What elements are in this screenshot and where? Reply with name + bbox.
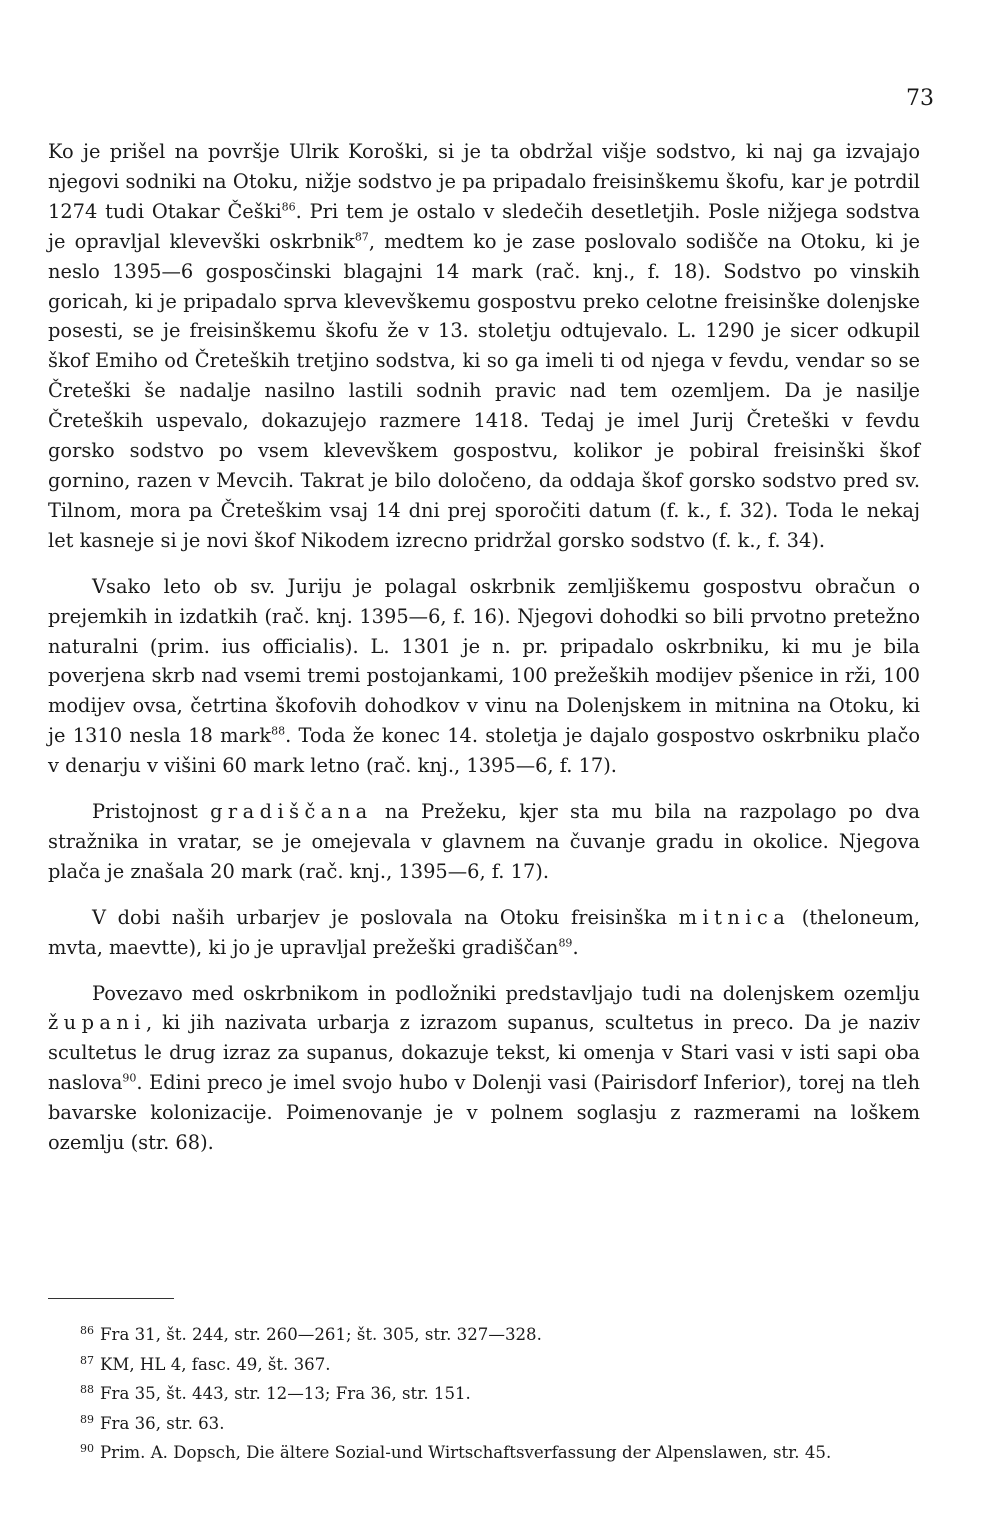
paragraph-text: (theloneum, mvta, maevtte), ki jo je upravljal prežeški gradiščan (48, 905, 920, 959)
footnote-ref-86[interactable]: 86 (281, 200, 296, 214)
paragraph-5 (48, 979, 920, 1158)
footnote-text: Fra 36, str. 63. (100, 1413, 225, 1433)
footnote-ref-89[interactable]: 89 (558, 936, 573, 950)
paragraph-text: , medtem ko je zase poslovalo sodišče na Otoku, ki je neslo 1395—6 gosposčinski blagajni 14 mark (rač. knj., f. 18). Sodstvo po vinskih goricah, ki je pripadalo sprva klevevškemu gospostvu preko celotne freisinške dolenjske posesti, se je freisinškemu škofu že v 13. stoletju odtujevalo. L. 1290 je sicer odkupil škof Emiho od Čreteških tretjino sodstva, ki so ga imeli ti od njega v fevdu, vendar so se Čreteški še nadalje nasilno lastili sodnih pravic nad tem ozemljem. Da je nasilje Čreteških uspevalo, dokazujejo razmere 1418. Tedaj je imel Jurij Čreteški v fevdu gorsko sodstvo po vsem klevevškem gospostvu, kolikor je pobiral freisinški škof gornino, razen v Mevcih. Takrat je bilo določeno, da oddaja škof gorsko sodstvo pred sv. Tilnom, mora pa Čreteškim vsaj 14 dni prej sporočiti datum (f. k., f. 32). Toda le nekaj let kasneje si je novi škof Nikodem izrecno pridržal gorsko sodstvo (f. k., f. 34). (48, 229, 920, 552)
footnote-text: Prim. A. Dopsch, Die ältere Sozial-und Wirtschaftsverfassung der Alpenslawen, str. 45. (100, 1443, 832, 1463)
paragraph-text: . (572, 935, 579, 959)
paragraph-text: , ki jih nazivata urbarja z izrazom supanus, scultetus in preco. Da je naziv scultetus le drug izraz za supanus, dokazuje tekst, ki omenja v Stari vasi v isti sapi oba naslova (48, 1011, 920, 1095)
emphasized-term: gradiščana (210, 800, 373, 824)
footnote-divider (48, 1298, 174, 1299)
paragraph-text: . Edini preco je imel svojo hubo v Dolenji vasi (Pairisdorf Inferior), torej na tleh bavarske kolonizacije. Poimenovanje je v polnem soglasju z razmerami na loškem ozemlju (str. 68). (48, 1071, 920, 1155)
footnote-number: 87 (80, 1353, 94, 1367)
emphasized-term: župani (48, 1011, 146, 1035)
footnote-text: KM, HL 4, fasc. 49, št. 367. (100, 1354, 331, 1374)
footnote-ref-88[interactable]: 88 (271, 724, 286, 738)
footnote-number: 86 (80, 1324, 94, 1337)
footnote (48, 1348, 920, 1378)
paragraph-text: . Pri tem je ostalo v sledečih desetletjih. Posle nižjega sodstva je opravljal klevevški oskrbnik (48, 199, 920, 253)
paragraph-text: na Prežeku, kjer sta mu bila na razpolago po dva stražnika in vratar, se je omejevala v glavnem na čuvanje gradu in okolice. Njegova plača je znašala 20 mark (rač. knj., 1395—6, f. 17). (48, 800, 920, 883)
paragraph-3 (48, 797, 920, 887)
paragraph-4 (48, 903, 920, 963)
footnote-ref-87[interactable]: 87 (354, 230, 369, 244)
footnote-ref-90[interactable]: 90 (122, 1071, 137, 1085)
footnote-number: 90 (80, 1442, 94, 1456)
footnote (48, 1407, 920, 1437)
footnote (48, 1436, 920, 1466)
page-number: 73 (906, 86, 934, 111)
footnote-number: 88 (80, 1383, 94, 1397)
paragraph-text: Povezavo med oskrbnikom in podložniki predstavljajo tudi na dolenjskem ozemlju (92, 981, 920, 1005)
paragraph-text: V dobi naših urbarjev je poslovala na Otoku freisinška (92, 905, 679, 929)
paragraph-text: . Toda že konec 14. stoletja je dajalo gospostvo oskrbniku plačo v denarju v višini 60 mark letno (rač. knj., 1395—6, f. 17). (48, 724, 920, 778)
paragraph-1 (48, 137, 920, 556)
footnote (48, 1377, 920, 1407)
paragraph-2 (48, 572, 920, 781)
footnote (48, 1318, 920, 1348)
footnote-text: Fra 31, št. 244, str. 260—261; št. 305, str. 327—328. (100, 1325, 542, 1344)
paragraph-text: Vsako leto ob sv. Juriju je polagal oskrbnik zemljiškemu gospostvu obračun o prejemkih in izdatkih (rač. knj. 1395—6, f. 16). Njegovi dohodki so bili prvotno pretežno naturalni (prim. ius officialis). L. 1301 je n. pr. pripadalo oskrbniku, ki mu je bila poverjena skrb nad vsemi tremi postojankami, 100 prežeških modijev pšenice in rži, 100 modijev ovsa, četrtina škofovih dohodkov v vinu na Dolenjskem in mitnina na Otoku, ki je 1310 nesla 18 mark (48, 574, 920, 748)
footnote-text: Fra 35, št. 443, str. 12—13; Fra 36, str. 151. (100, 1384, 471, 1404)
footnote-number: 89 (80, 1412, 94, 1426)
emphasized-term: mitnica (678, 905, 791, 929)
main-text (48, 137, 920, 1158)
paragraph-text: Ko je prišel na površje Ulrik Koroški, si je ta obdržal višje sodstvo, ki naj ga izvajajo njegovi sodniki na Otoku, nižje sodstvo je pa pripadalo freisinškemu škofu, kar je potrdil 1274 tudi Otakar Češki (48, 140, 920, 223)
footnotes (48, 1318, 920, 1466)
paragraph-text: Pristojnost (92, 800, 211, 824)
